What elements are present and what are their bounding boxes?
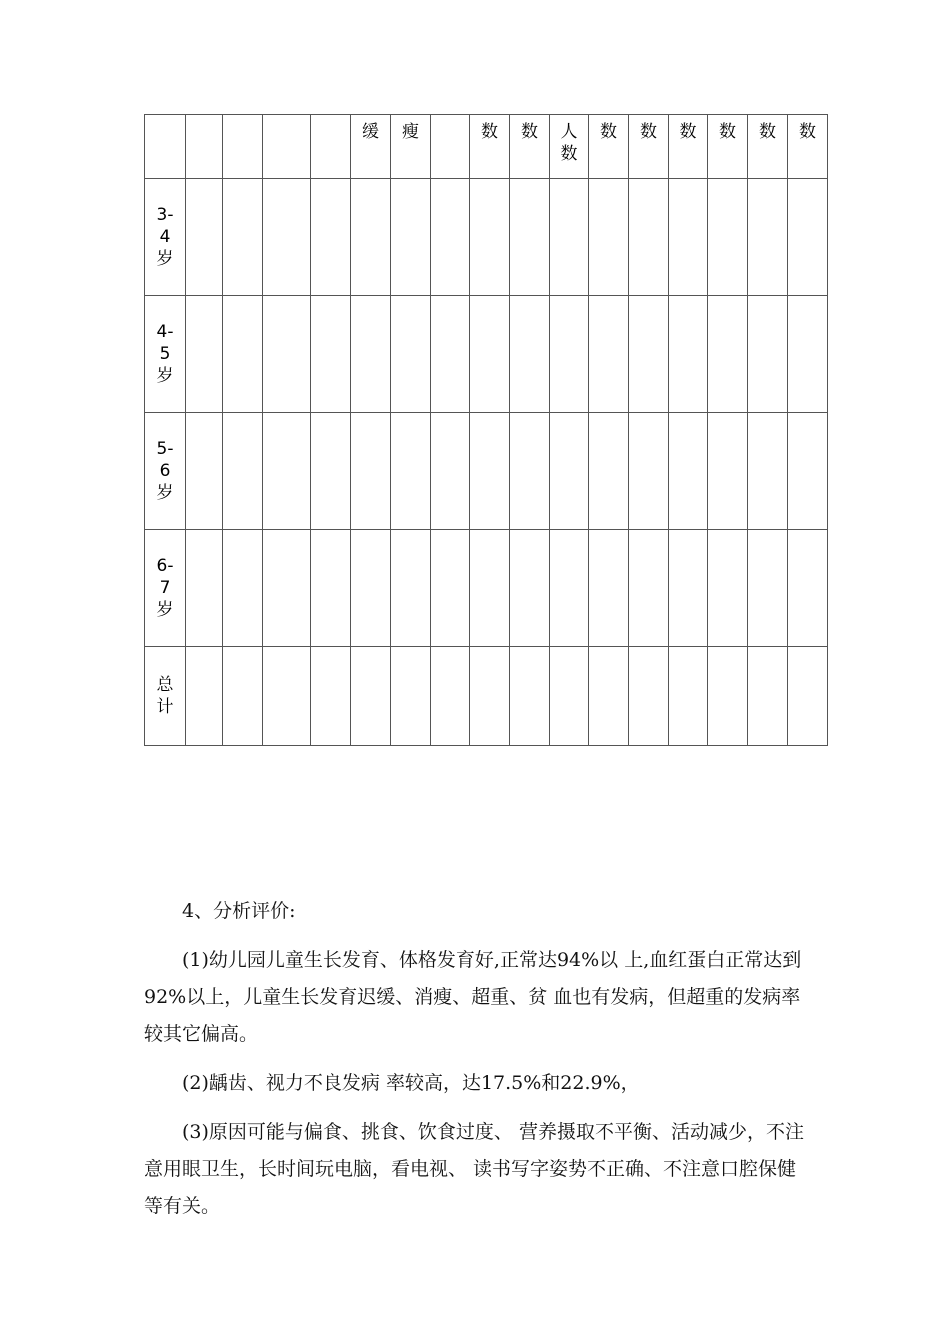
empty-cell: [550, 413, 589, 530]
header-cell: 瘦: [391, 115, 431, 179]
header-cell: 数: [629, 115, 669, 179]
empty-cell: [391, 296, 431, 413]
header-cell: 数: [708, 115, 748, 179]
empty-cell: [510, 296, 550, 413]
empty-cell: [470, 530, 510, 647]
empty-cell: [669, 179, 708, 296]
empty-cell: [629, 530, 669, 647]
empty-cell: [748, 296, 788, 413]
empty-cell: [748, 179, 788, 296]
empty-cell: [708, 179, 748, 296]
empty-cell: [351, 530, 391, 647]
empty-cell: [431, 530, 470, 647]
table-header-row: [145, 115, 828, 179]
empty-cell: [510, 413, 550, 530]
header-cell: [223, 115, 263, 179]
empty-cell: [470, 413, 510, 530]
header-cell: [145, 115, 186, 179]
header-cell: 数: [669, 115, 708, 179]
analysis-heading: 4、分析评价:: [182, 900, 296, 922]
empty-cell: [470, 296, 510, 413]
empty-cell: [788, 179, 828, 296]
empty-cell: [589, 647, 629, 746]
empty-cell: [550, 647, 589, 746]
header-cell: [311, 115, 351, 179]
empty-cell: [550, 530, 589, 647]
empty-cell: [431, 413, 470, 530]
empty-cell: [223, 647, 263, 746]
empty-cell: [748, 413, 788, 530]
empty-cell: [510, 530, 550, 647]
empty-cell: [223, 413, 263, 530]
empty-cell: [550, 296, 589, 413]
analysis-section: [144, 893, 814, 1237]
empty-cell: [669, 647, 708, 746]
empty-cell: [391, 530, 431, 647]
empty-cell: [629, 296, 669, 413]
header-cell: 数: [470, 115, 510, 179]
empty-cell: [431, 296, 470, 413]
empty-cell: [311, 413, 351, 530]
empty-cell: [391, 413, 431, 530]
header-cell: [263, 115, 311, 179]
empty-cell: [311, 530, 351, 647]
empty-cell: [186, 179, 223, 296]
header-cell: [186, 115, 223, 179]
header-cell: [431, 115, 470, 179]
empty-cell: [223, 530, 263, 647]
empty-cell: [788, 296, 828, 413]
empty-cell: [589, 413, 629, 530]
empty-cell: [669, 413, 708, 530]
table-row: [145, 179, 828, 296]
empty-cell: [223, 179, 263, 296]
empty-cell: [788, 647, 828, 746]
empty-cell: [510, 179, 550, 296]
health-statistics-table: [144, 114, 828, 746]
empty-cell: [351, 413, 391, 530]
empty-cell: [431, 647, 470, 746]
empty-cell: [708, 647, 748, 746]
empty-cell: [629, 179, 669, 296]
empty-cell: [748, 530, 788, 647]
empty-cell: [669, 530, 708, 647]
empty-cell: [708, 530, 748, 647]
analysis-paragraph: (1)幼儿园儿童生长发育、体格发育好,正常达94%以 上,血红蛋白正常达到92%以上，儿童生长发育迟缓、消瘦、超重、贫 血也有发病，但超重的发病率较其它偏高。: [144, 949, 802, 1045]
header-cell: 数: [589, 115, 629, 179]
row-label-3-4: 3-4岁: [145, 179, 186, 296]
row-label-4-5: 4-5岁: [145, 296, 186, 413]
row-label-total: 总计: [145, 647, 186, 746]
empty-cell: [669, 296, 708, 413]
analysis-paragraph: (2)龋齿、视力不良发病 率较高，达17.5%和22.9%，: [182, 1072, 640, 1094]
empty-cell: [391, 179, 431, 296]
header-cell: 数: [748, 115, 788, 179]
empty-cell: [263, 530, 311, 647]
empty-cell: [263, 179, 311, 296]
header-cell: 人数: [550, 115, 589, 179]
header-cell: 数: [788, 115, 828, 179]
table-row: [145, 296, 828, 413]
table-row-total: [145, 647, 828, 746]
empty-cell: [186, 647, 223, 746]
empty-cell: [311, 179, 351, 296]
empty-cell: [263, 413, 311, 530]
empty-cell: [470, 179, 510, 296]
empty-cell: [748, 647, 788, 746]
empty-cell: [431, 179, 470, 296]
empty-cell: [589, 296, 629, 413]
table-row: [145, 413, 828, 530]
empty-cell: [263, 296, 311, 413]
header-cell: 数: [510, 115, 550, 179]
empty-cell: [629, 647, 669, 746]
empty-cell: [351, 179, 391, 296]
table-row: [145, 530, 828, 647]
empty-cell: [263, 647, 311, 746]
empty-cell: [351, 647, 391, 746]
empty-cell: [470, 647, 510, 746]
empty-cell: [510, 647, 550, 746]
empty-cell: [708, 413, 748, 530]
empty-cell: [788, 413, 828, 530]
empty-cell: [589, 530, 629, 647]
row-label-5-6: 5-6岁: [145, 413, 186, 530]
empty-cell: [550, 179, 589, 296]
empty-cell: [788, 530, 828, 647]
empty-cell: [186, 413, 223, 530]
analysis-paragraph: (3)原因可能与偏食、挑食、饮食过度、 营养摄取不平衡、活动减少，不注意用眼卫生，长时间玩电脑，看电视、 读书写字姿势不正确、不注意口腔保健等有关。: [144, 1121, 804, 1217]
empty-cell: [186, 296, 223, 413]
header-cell: 缓: [351, 115, 391, 179]
empty-cell: [186, 530, 223, 647]
empty-cell: [311, 296, 351, 413]
empty-cell: [629, 413, 669, 530]
empty-cell: [351, 296, 391, 413]
empty-cell: [708, 296, 748, 413]
empty-cell: [311, 647, 351, 746]
empty-cell: [223, 296, 263, 413]
row-label-6-7: 6-7岁: [145, 530, 186, 647]
empty-cell: [589, 179, 629, 296]
empty-cell: [391, 647, 431, 746]
